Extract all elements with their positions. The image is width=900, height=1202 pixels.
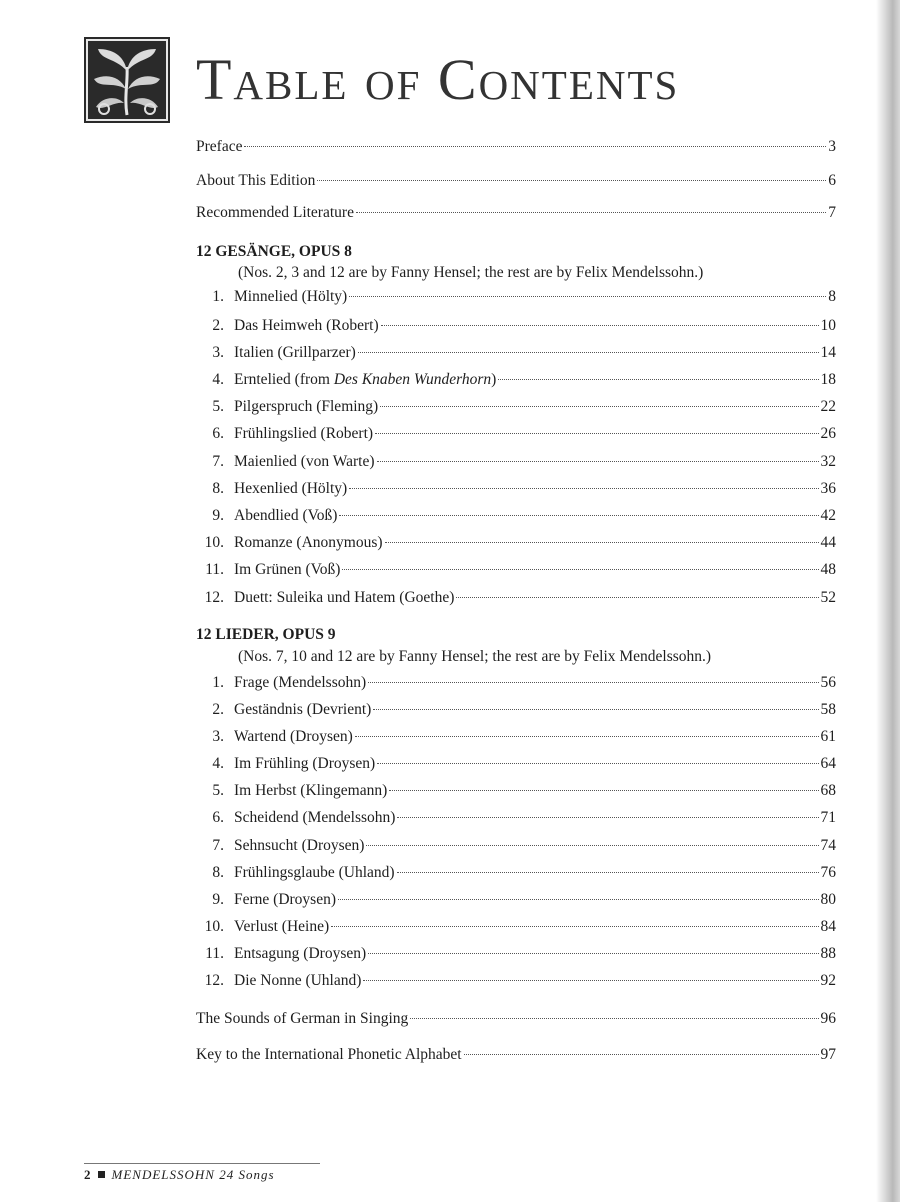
song-page: 10: [820, 317, 836, 334]
song-page: 44: [820, 534, 836, 551]
song-number: 1.: [212, 674, 224, 691]
song-number: 11.: [205, 945, 224, 962]
toc-entry-label: Key to the International Phonetic Alphabet: [196, 1046, 462, 1063]
song-page: 48: [820, 561, 836, 578]
dot-leader: [464, 1054, 819, 1055]
song-number: 7.: [212, 453, 224, 470]
song-number: 4.: [212, 755, 224, 772]
toc-song-entry[interactable]: [196, 343, 836, 363]
page-footer: [84, 1163, 320, 1183]
dot-leader: [385, 542, 819, 543]
toc-entry-recommended-literature[interactable]: [196, 203, 836, 223]
dot-leader: [380, 406, 818, 407]
toc-song-entry[interactable]: [196, 397, 836, 417]
song-number: 7.: [212, 837, 224, 854]
toc-entry-label: The Sounds of German in Singing: [196, 1010, 409, 1027]
song-title-end: ): [491, 371, 497, 388]
song-title: Frage (Mendelssohn): [234, 674, 367, 691]
song-page: 80: [820, 891, 836, 908]
song-page: 76: [820, 864, 836, 881]
toc-song-entry[interactable]: [196, 287, 836, 307]
toc-entry-page: 7: [828, 204, 836, 221]
footer-page-number: 2: [84, 1167, 92, 1182]
dot-leader: [498, 379, 818, 380]
song-number: 5.: [212, 782, 224, 799]
song-title: Frühlingsglaube (Uhland): [234, 864, 395, 881]
toc-entry-page: 96: [820, 1010, 836, 1027]
toc-entry-sounds-of-german[interactable]: [196, 1009, 836, 1029]
song-title: [234, 370, 496, 390]
song-page: 26: [820, 425, 836, 442]
toc-entry-label: About This Edition: [196, 172, 316, 189]
song-title: Pilgerspruch (Fleming): [234, 398, 379, 415]
song-title: Abendlied (Voß): [234, 507, 338, 524]
song-page: 22: [820, 398, 836, 415]
song-page: 61: [820, 728, 836, 745]
toc-song-entry[interactable]: [196, 452, 836, 472]
song-number: 1.: [212, 288, 224, 305]
dot-leader: [381, 325, 819, 326]
section-heading-opus-9: 12 LIEDER, OPUS 9: [196, 626, 336, 643]
song-number: 2.: [212, 317, 224, 334]
dot-leader: [363, 980, 818, 981]
dot-leader: [339, 515, 818, 516]
song-number: 4.: [212, 371, 224, 388]
song-title: Im Herbst (Klingemann): [234, 782, 388, 799]
toc-song-entry[interactable]: [196, 506, 836, 526]
song-number: 5.: [212, 398, 224, 415]
song-page: 84: [820, 918, 836, 935]
song-title: Ferne (Droysen): [234, 891, 337, 908]
song-title: Geständnis (Devrient): [234, 701, 372, 718]
song-page: 42: [820, 507, 836, 524]
song-number: 12.: [204, 972, 224, 989]
toc-song-entry[interactable]: [196, 944, 836, 964]
toc-song-entry[interactable]: [196, 588, 836, 608]
page-edge: [876, 0, 900, 1202]
toc-entry-about-this-edition[interactable]: [196, 171, 836, 191]
song-title: Im Frühling (Droysen): [234, 755, 376, 772]
song-title: Frühlingslied (Robert): [234, 425, 374, 442]
toc-song-entry[interactable]: [196, 700, 836, 720]
dot-leader: [397, 817, 818, 818]
song-page: 58: [820, 701, 836, 718]
toc-entry-page: 3: [828, 138, 836, 155]
toc-entry-label: Preface: [196, 138, 243, 155]
song-number: 10.: [204, 918, 224, 935]
dot-leader: [377, 763, 818, 764]
dot-leader: [368, 682, 818, 683]
song-title: Wartend (Droysen): [234, 728, 353, 745]
toc-entry-page: 97: [820, 1046, 836, 1063]
dot-leader: [373, 709, 818, 710]
song-page: 74: [820, 837, 836, 854]
song-number: 9.: [212, 891, 224, 908]
song-title: Maienlied (von Warte): [234, 453, 375, 470]
dot-leader: [375, 433, 818, 434]
song-number: 11.: [205, 561, 224, 578]
song-page: 18: [820, 371, 836, 388]
leaf-ornament-icon: [84, 37, 170, 123]
song-title: Duett: Suleika und Hatem (Goethe): [234, 589, 455, 606]
toc-song-entry[interactable]: [196, 863, 836, 883]
song-title-text: Erntelied (from: [234, 371, 334, 388]
song-page: 71: [820, 809, 836, 826]
song-number: 3.: [212, 344, 224, 361]
toc-entry-preface[interactable]: [196, 137, 836, 157]
song-page: 64: [820, 755, 836, 772]
song-page: 52: [820, 589, 836, 606]
song-title: Sehnsucht (Droysen): [234, 837, 365, 854]
song-title: Das Heimweh (Robert): [234, 317, 379, 334]
dot-leader: [244, 146, 826, 147]
dot-leader: [331, 926, 818, 927]
dot-leader: [456, 597, 818, 598]
song-number: 10.: [204, 534, 224, 551]
song-title: Entsagung (Droysen): [234, 945, 367, 962]
toc-entry-page: 6: [828, 172, 836, 189]
dot-leader: [355, 736, 819, 737]
song-page: 36: [820, 480, 836, 497]
song-number: 12.: [204, 589, 224, 606]
dot-leader: [366, 845, 818, 846]
toc-song-entry[interactable]: [196, 754, 836, 774]
song-number: 8.: [212, 864, 224, 881]
toc-entry-label: Recommended Literature: [196, 204, 354, 221]
section-note-opus-8: (Nos. 2, 3 and 12 are by Fanny Hensel; the rest are by Felix Mendelssohn.): [238, 264, 704, 281]
song-page: 56: [820, 674, 836, 691]
song-number: 6.: [212, 809, 224, 826]
dot-leader: [397, 872, 819, 873]
toc-song-entry[interactable]: [196, 370, 836, 390]
song-title: Romanze (Anonymous): [234, 534, 383, 551]
toc-song-entry[interactable]: [196, 917, 836, 937]
song-title-italic: Des Knaben Wunderhorn: [333, 371, 492, 388]
section-heading-opus-8: 12 GESÄNGE, OPUS 8: [196, 243, 352, 260]
toc-song-entry[interactable]: [196, 316, 836, 336]
song-title: Hexenlied (Hölty): [234, 480, 348, 497]
section-note-opus-9: (Nos. 7, 10 and 12 are by Fanny Hensel; the rest are by Felix Mendelssohn.): [238, 648, 712, 665]
song-title: Italien (Grillparzer): [234, 344, 356, 361]
dot-leader: [377, 461, 819, 462]
song-page: 88: [820, 945, 836, 962]
toc-song-entry[interactable]: [196, 808, 836, 828]
toc-song-entry[interactable]: [196, 727, 836, 747]
square-bullet-icon: [98, 1171, 105, 1178]
song-title: Scheidend (Mendelssohn): [234, 809, 396, 826]
dot-leader: [342, 569, 818, 570]
song-number: 8.: [212, 480, 224, 497]
dot-leader: [368, 953, 818, 954]
song-page: 32: [820, 453, 836, 470]
dot-leader: [410, 1018, 818, 1019]
dot-leader: [389, 790, 818, 791]
song-title: Verlust (Heine): [234, 918, 330, 935]
toc-song-entry[interactable]: [196, 836, 836, 856]
dot-leader: [356, 212, 826, 213]
song-title: Im Grünen (Voß): [234, 561, 341, 578]
dot-leader: [358, 352, 819, 353]
song-title: Minnelied (Hölty): [234, 288, 348, 305]
dot-leader: [349, 296, 826, 297]
song-page: 8: [828, 288, 836, 305]
song-page: 68: [820, 782, 836, 799]
dot-leader: [317, 180, 826, 181]
dot-leader: [349, 488, 818, 489]
song-number: 9.: [212, 507, 224, 524]
toc-song-entry[interactable]: [196, 971, 836, 991]
footer-book-title: MENDELSSOHN 24 Songs: [111, 1167, 275, 1182]
song-title: Die Nonne (Uhland): [234, 972, 362, 989]
toc-song-entry[interactable]: [196, 560, 836, 580]
toc-song-entry[interactable]: [196, 424, 836, 444]
page-title: Table of Contents: [196, 47, 680, 112]
song-number: 6.: [212, 425, 224, 442]
toc-song-entry[interactable]: [196, 781, 836, 801]
toc-song-entry[interactable]: [196, 890, 836, 910]
toc-song-entry[interactable]: [196, 479, 836, 499]
song-page: 14: [820, 344, 836, 361]
toc-song-entry[interactable]: [196, 533, 836, 553]
song-number: 2.: [212, 701, 224, 718]
song-number: 3.: [212, 728, 224, 745]
dot-leader: [338, 899, 818, 900]
toc-entry-ipa-key[interactable]: [196, 1045, 836, 1065]
song-page: 92: [820, 972, 836, 989]
toc-song-entry[interactable]: [196, 673, 836, 693]
